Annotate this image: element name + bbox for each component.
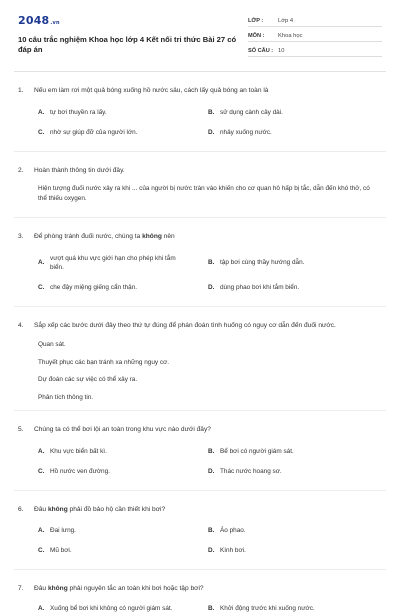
question-5 xyxy=(18,425,382,476)
question-divider xyxy=(14,306,386,307)
ordering-step[interactable]: Dự đoán các sự việc có thể xảy ra. xyxy=(38,376,138,383)
option-text: Đai lưng. xyxy=(50,527,76,534)
option-letter: B. xyxy=(208,447,215,455)
question-text: Hoàn thành thông tin dưới đây. xyxy=(34,166,125,174)
question-paragraph: Hiện tượng đuối nước xảy ra khi ... của người bị nước tràn vào khiến cho cơ quan hô hấp bị tắc, dẫn đến khó thở, có thể thiếu oxygen. xyxy=(38,185,370,202)
option-c[interactable] xyxy=(38,546,208,555)
option-text: Kính bơi. xyxy=(220,547,246,554)
option-text: Khu vực biển bất kì. xyxy=(50,447,107,455)
option-text: Áo phao. xyxy=(220,527,246,534)
logo-suffix: .vn xyxy=(50,20,60,26)
option-letter: B. xyxy=(208,259,215,266)
question-row xyxy=(18,584,382,594)
question-row xyxy=(18,425,382,435)
option-letter: C. xyxy=(38,128,45,136)
question-number: 1. xyxy=(18,87,24,94)
question-text xyxy=(34,584,382,594)
option-text: dùng phao bơi khi tắm biển. xyxy=(220,283,300,291)
option-d[interactable] xyxy=(208,128,378,137)
question-row xyxy=(18,505,382,515)
option-grid xyxy=(38,604,382,613)
question-text-emphasis: không xyxy=(142,233,162,240)
question-2 xyxy=(18,166,382,204)
option-d[interactable] xyxy=(208,283,378,292)
header-left xyxy=(18,14,248,61)
question-text-emphasis: không xyxy=(47,505,68,513)
option-text: tự bơi thuyền ra lấy. xyxy=(50,108,107,116)
worksheet-header xyxy=(18,14,382,61)
question-text-post: nên xyxy=(161,233,175,240)
ordering-steps xyxy=(38,340,382,402)
option-letter: B. xyxy=(208,604,215,612)
question-row xyxy=(18,86,382,96)
ordering-step[interactable]: Phân tích thông tin. xyxy=(38,393,94,401)
meta-panel xyxy=(248,16,382,61)
question-list xyxy=(18,86,382,613)
option-letter: D. xyxy=(208,283,215,291)
option-a[interactable] xyxy=(38,254,208,272)
option-text: tập bơi cùng thầy hướng dẫn. xyxy=(220,259,305,266)
question-3 xyxy=(18,232,382,292)
question-number: 7. xyxy=(18,585,24,592)
question-text-post: phải nguyên tắc an toàn khi bơi hoặc tập bơi? xyxy=(67,585,204,592)
meta-row-count xyxy=(248,46,382,57)
option-text: Thác nước hoang sơ. xyxy=(220,467,282,475)
question-number: 2. xyxy=(18,166,24,174)
ordering-step[interactable]: Thuyết phục các bạn tránh xa những nguy cơ. xyxy=(38,358,170,366)
question-row xyxy=(18,232,382,242)
meta-row-class xyxy=(248,16,382,27)
question-divider xyxy=(14,569,386,570)
option-b[interactable] xyxy=(208,108,378,117)
option-a[interactable] xyxy=(38,526,208,535)
option-text: che đậy miệng giếng cẩn thận. xyxy=(50,283,138,291)
option-letter: D. xyxy=(208,547,215,554)
option-letter: A. xyxy=(38,527,45,534)
question-number: 3. xyxy=(18,233,24,240)
question-divider xyxy=(14,490,386,491)
question-number: 4. xyxy=(18,321,24,329)
option-grid xyxy=(38,108,382,137)
option-d[interactable] xyxy=(208,467,378,476)
option-text: nhảy xuống nước. xyxy=(220,128,272,136)
option-letter: A. xyxy=(38,447,45,455)
question-row xyxy=(18,321,382,331)
option-grid xyxy=(38,254,382,292)
option-c[interactable] xyxy=(38,283,208,292)
option-b[interactable] xyxy=(208,604,378,613)
meta-key: SỐ CÂU : xyxy=(248,48,274,54)
question-text-pre: Đâu xyxy=(34,505,48,513)
option-grid xyxy=(38,447,382,476)
option-c[interactable] xyxy=(38,467,208,476)
meta-key: MÔN : xyxy=(248,33,265,39)
option-letter: C. xyxy=(38,547,45,554)
question-text-pre: Đâu xyxy=(34,585,48,592)
option-text: Khởi động trước khi xuống nước. xyxy=(220,604,315,612)
option-letter: C. xyxy=(38,467,45,475)
question-text-emphasis: không xyxy=(47,585,68,592)
option-letter: A. xyxy=(38,259,45,266)
option-text: sử dụng cành cây dài. xyxy=(220,108,283,116)
option-text: vượt quá khu vực giới hạn cho phép khi tắm biển. xyxy=(50,254,176,271)
meta-value: 10 xyxy=(278,48,285,54)
option-b[interactable] xyxy=(208,254,378,272)
option-letter: A. xyxy=(38,108,45,116)
option-letter: D. xyxy=(208,467,215,475)
header-divider xyxy=(14,71,386,72)
question-text-post: phải đồ bảo hộ cần thiết khi bơi? xyxy=(67,505,166,513)
option-letter: D. xyxy=(208,128,215,136)
question-text: Sắp xếp các bước dưới đây theo thứ tự đúng để phán đoán tình huống có nguy cơ dẫn đến đuối nước. xyxy=(34,321,336,329)
logo-main: 2048 xyxy=(18,14,50,27)
question-text-pre: Để phòng tránh đuối nước, chúng ta xyxy=(34,233,143,240)
option-a[interactable] xyxy=(38,447,208,456)
question-divider xyxy=(14,217,386,218)
option-text: Mũ bơi. xyxy=(50,547,72,554)
ordering-step[interactable]: Quan sát. xyxy=(38,341,66,348)
document-title: 10 câu trắc nghiệm Khoa học lớp 4 Kết nối tri thức Bài 27 có đáp án xyxy=(18,35,237,54)
option-b[interactable] xyxy=(208,526,378,535)
option-letter: A. xyxy=(38,604,45,612)
question-6 xyxy=(18,505,382,556)
question-row xyxy=(18,166,382,176)
option-grid xyxy=(38,526,382,555)
question-number: 5. xyxy=(18,426,24,433)
question-text: Chúng ta có thể bơi lội an toàn trong khu vực nào dưới đây? xyxy=(34,426,211,433)
meta-value: Khoa học xyxy=(278,33,303,39)
question-7 xyxy=(18,584,382,613)
question-text: Nếu em làm rơi một quả bóng xuống hồ nước sâu, cách lấy quả bóng an toàn là xyxy=(34,87,269,94)
question-text xyxy=(34,232,382,242)
option-letter: B. xyxy=(208,527,215,534)
question-number: 6. xyxy=(18,505,24,513)
option-text: Xuống bể bơi khi không có người giám sát. xyxy=(50,604,173,612)
option-d[interactable] xyxy=(208,546,378,555)
question-1 xyxy=(18,86,382,137)
meta-row-subject xyxy=(248,31,382,42)
question-4 xyxy=(18,321,382,403)
option-letter: C. xyxy=(38,283,45,291)
option-text: Bể bơi có người giám sát. xyxy=(220,447,294,455)
meta-value: Lớp 4 xyxy=(278,18,294,24)
option-letter: B. xyxy=(208,108,215,116)
option-a[interactable] xyxy=(38,108,208,117)
question-divider xyxy=(14,151,386,152)
site-logo[interactable] xyxy=(18,14,248,27)
option-b[interactable] xyxy=(208,447,378,456)
option-text: Hồ nước ven đường. xyxy=(50,467,110,475)
option-a[interactable] xyxy=(38,604,208,613)
question-text xyxy=(34,505,382,515)
option-text: nhờ sự giúp đỡ của người lớn. xyxy=(50,128,138,136)
question-divider xyxy=(14,410,386,411)
meta-key: LỚP : xyxy=(248,18,264,24)
option-c[interactable] xyxy=(38,128,208,137)
